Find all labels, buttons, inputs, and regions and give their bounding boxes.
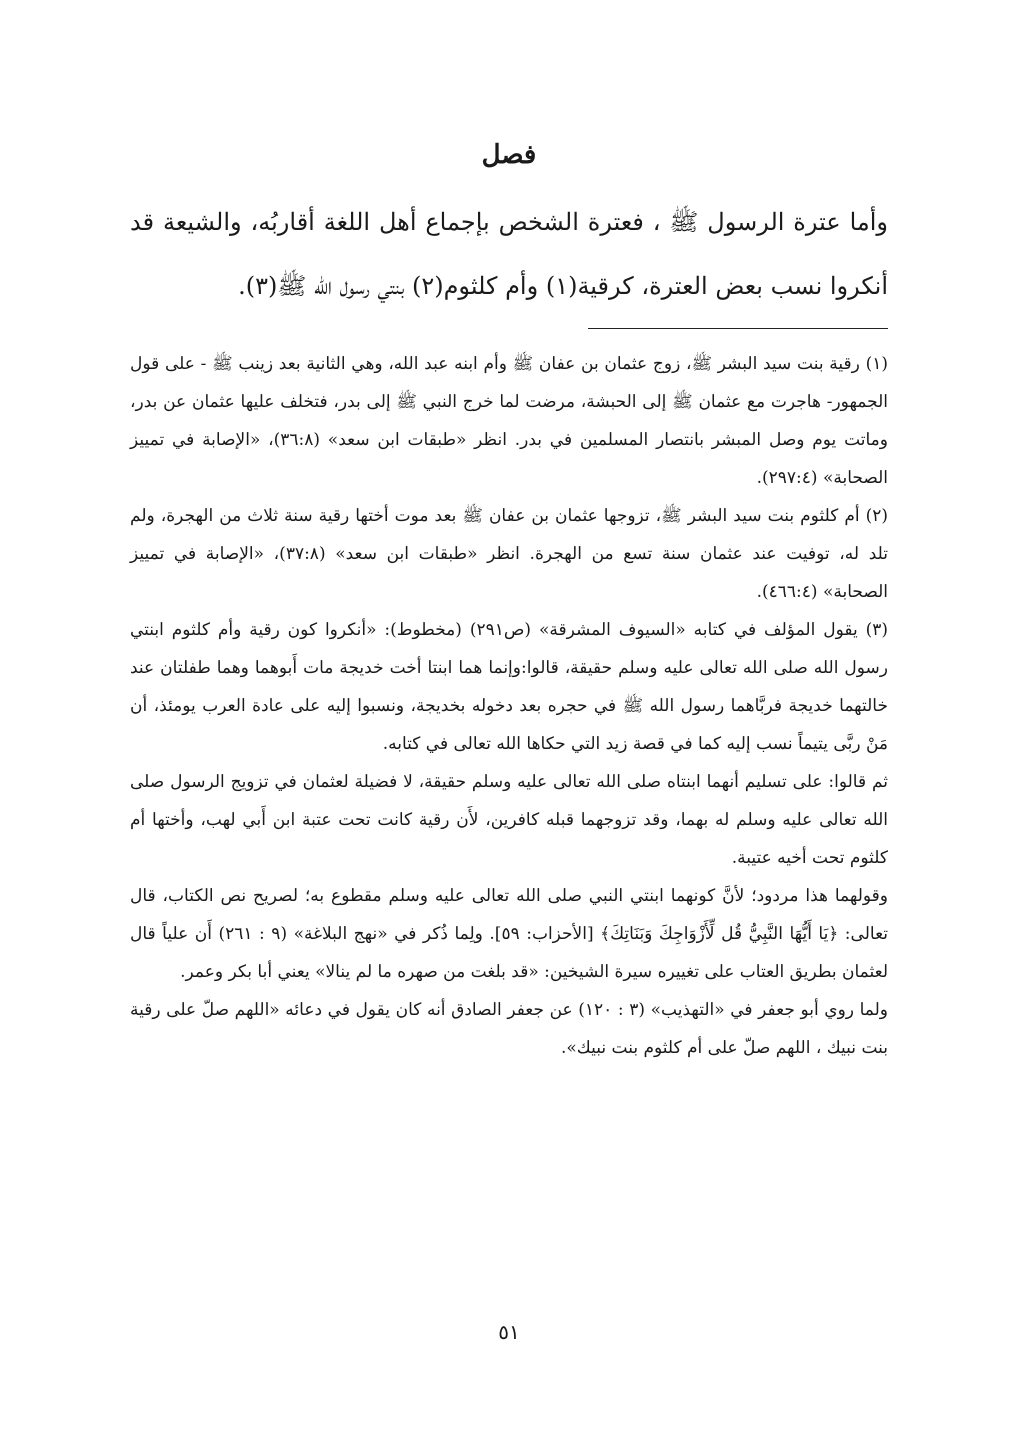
footnote-separator (588, 328, 888, 329)
footnote-3: (٣) يقول المؤلف في كتابه «السيوف المشرقة» (ص٢٩١) (مخطوط): «أنكروا كون رقية وأم كلثوم ابنتي رسول الله صلى الله تعالى عليه وسلم حقيقة، قالوا:وإنما هما ابنتا أخت خديجة مات أَبوهما وهما طفلتان عند خالتهما خديجة فربَّاهما رسول الله ﷺ في حجره بعد دخوله بخديجة، ونسبوا إليه على عادة العرب يومئذ، أن مَنْ ربَّى يتيماً نسب إليه كما في قصة زيد التي حكاها الله تعالى في كتابه. (130, 620, 888, 754)
footnote-2: (٢) أم كلثوم بنت سيد البشر ﷺ، تزوجها عثمان بن عفان ﷺ بعد موت أختها رقية سنة ثلاث من الهجرة، ولم تلد له، توفيت عند عثمان سنة تسع من الهجرة. انظر «طبقات ابن سعد» (٣٧:٨)، «الإصابة في تمييز الصحابة» (٤٦٦:٤). (130, 506, 889, 602)
footnote-1: (١) رقية بنت سيد البشر ﷺ، زوج عثمان بن عفان ﷺ وأم ابنه عبد الله، وهي الثانية بعد زينب ﷺ - على قول الجمهور- هاجرت مع عثمان ﷺ إلى الحبشة، مرضت لما خرج النبي ﷺ إلى بدر، فتخلف عليها عثمان عن بدر، وماتت يوم وصل المبشر بانتصار المسلمين في بدر. انظر «طبقات ابن سعد» (٣٦:٨)، «الإصابة في تمييز الصحابة» (٢٩٧:٤). (130, 354, 888, 488)
document-page (130, 0, 888, 1446)
main-paragraph: وأما عترة الرسول ﷺ ، فعترة الشخص بإجماع أهل اللغة أقاربُه، والشيعة قد أنكروا نسب بعض العترة، كرقية(١) وأم كلثوم(٢) بنتي رسول الله ﷺ(٣). (130, 208, 888, 300)
page-number: ٥١ (498, 1320, 520, 1344)
footnote-3-continuation: ثم قالوا: على تسليم أنهما ابنتاه صلى الله تعالى عليه وسلم حقيقة، لا فضيلة لعثمان في تزويج الرسول صلى الله تعالى عليه وسلم له بهما، وقد تزوجهما قبله كافرين، لأَن رقية كانت تحت عتبة ابن أَبي لهب، وأختها أم كلثوم تحت أخيه عتيبة. (130, 772, 888, 868)
footnotes (130, 345, 888, 1067)
footnote-3-continuation: ولما روي أبو جعفر في «التهذيب» (٣ : ١٢٠) عن جعفر الصادق أنه كان يقول في دعائه «اللهم صلّ على رقية بنت نبيك ، اللهم صلّ على أم كلثوم بنت نبيك». (130, 1000, 888, 1058)
main-text (130, 190, 888, 318)
section-title: فصل (481, 140, 537, 170)
footnote-3-continuation: وقولهما هذا مردود؛ لأنَّ كونهما ابنتي النبي صلى الله تعالى عليه وسلم مقطوع به؛ لصريح نص الكتاب، قال تعالى: ﴿يَا أَيُّهَا النَّبِيُّ قُل لِّأَزْوَاجِكَ وَبَنَاتِكَ﴾ [الأحزاب: ٥٩]. ولِما ذُكر في «نهج البلاغة» (٩ : ٢٦١) أَن علياً قال لعثمان بطريق العتاب على تغييره سيرة الشيخين: «قد بلغت من صهره ما لم ينالا» يعني أبا بكر وعمر. (130, 886, 889, 982)
